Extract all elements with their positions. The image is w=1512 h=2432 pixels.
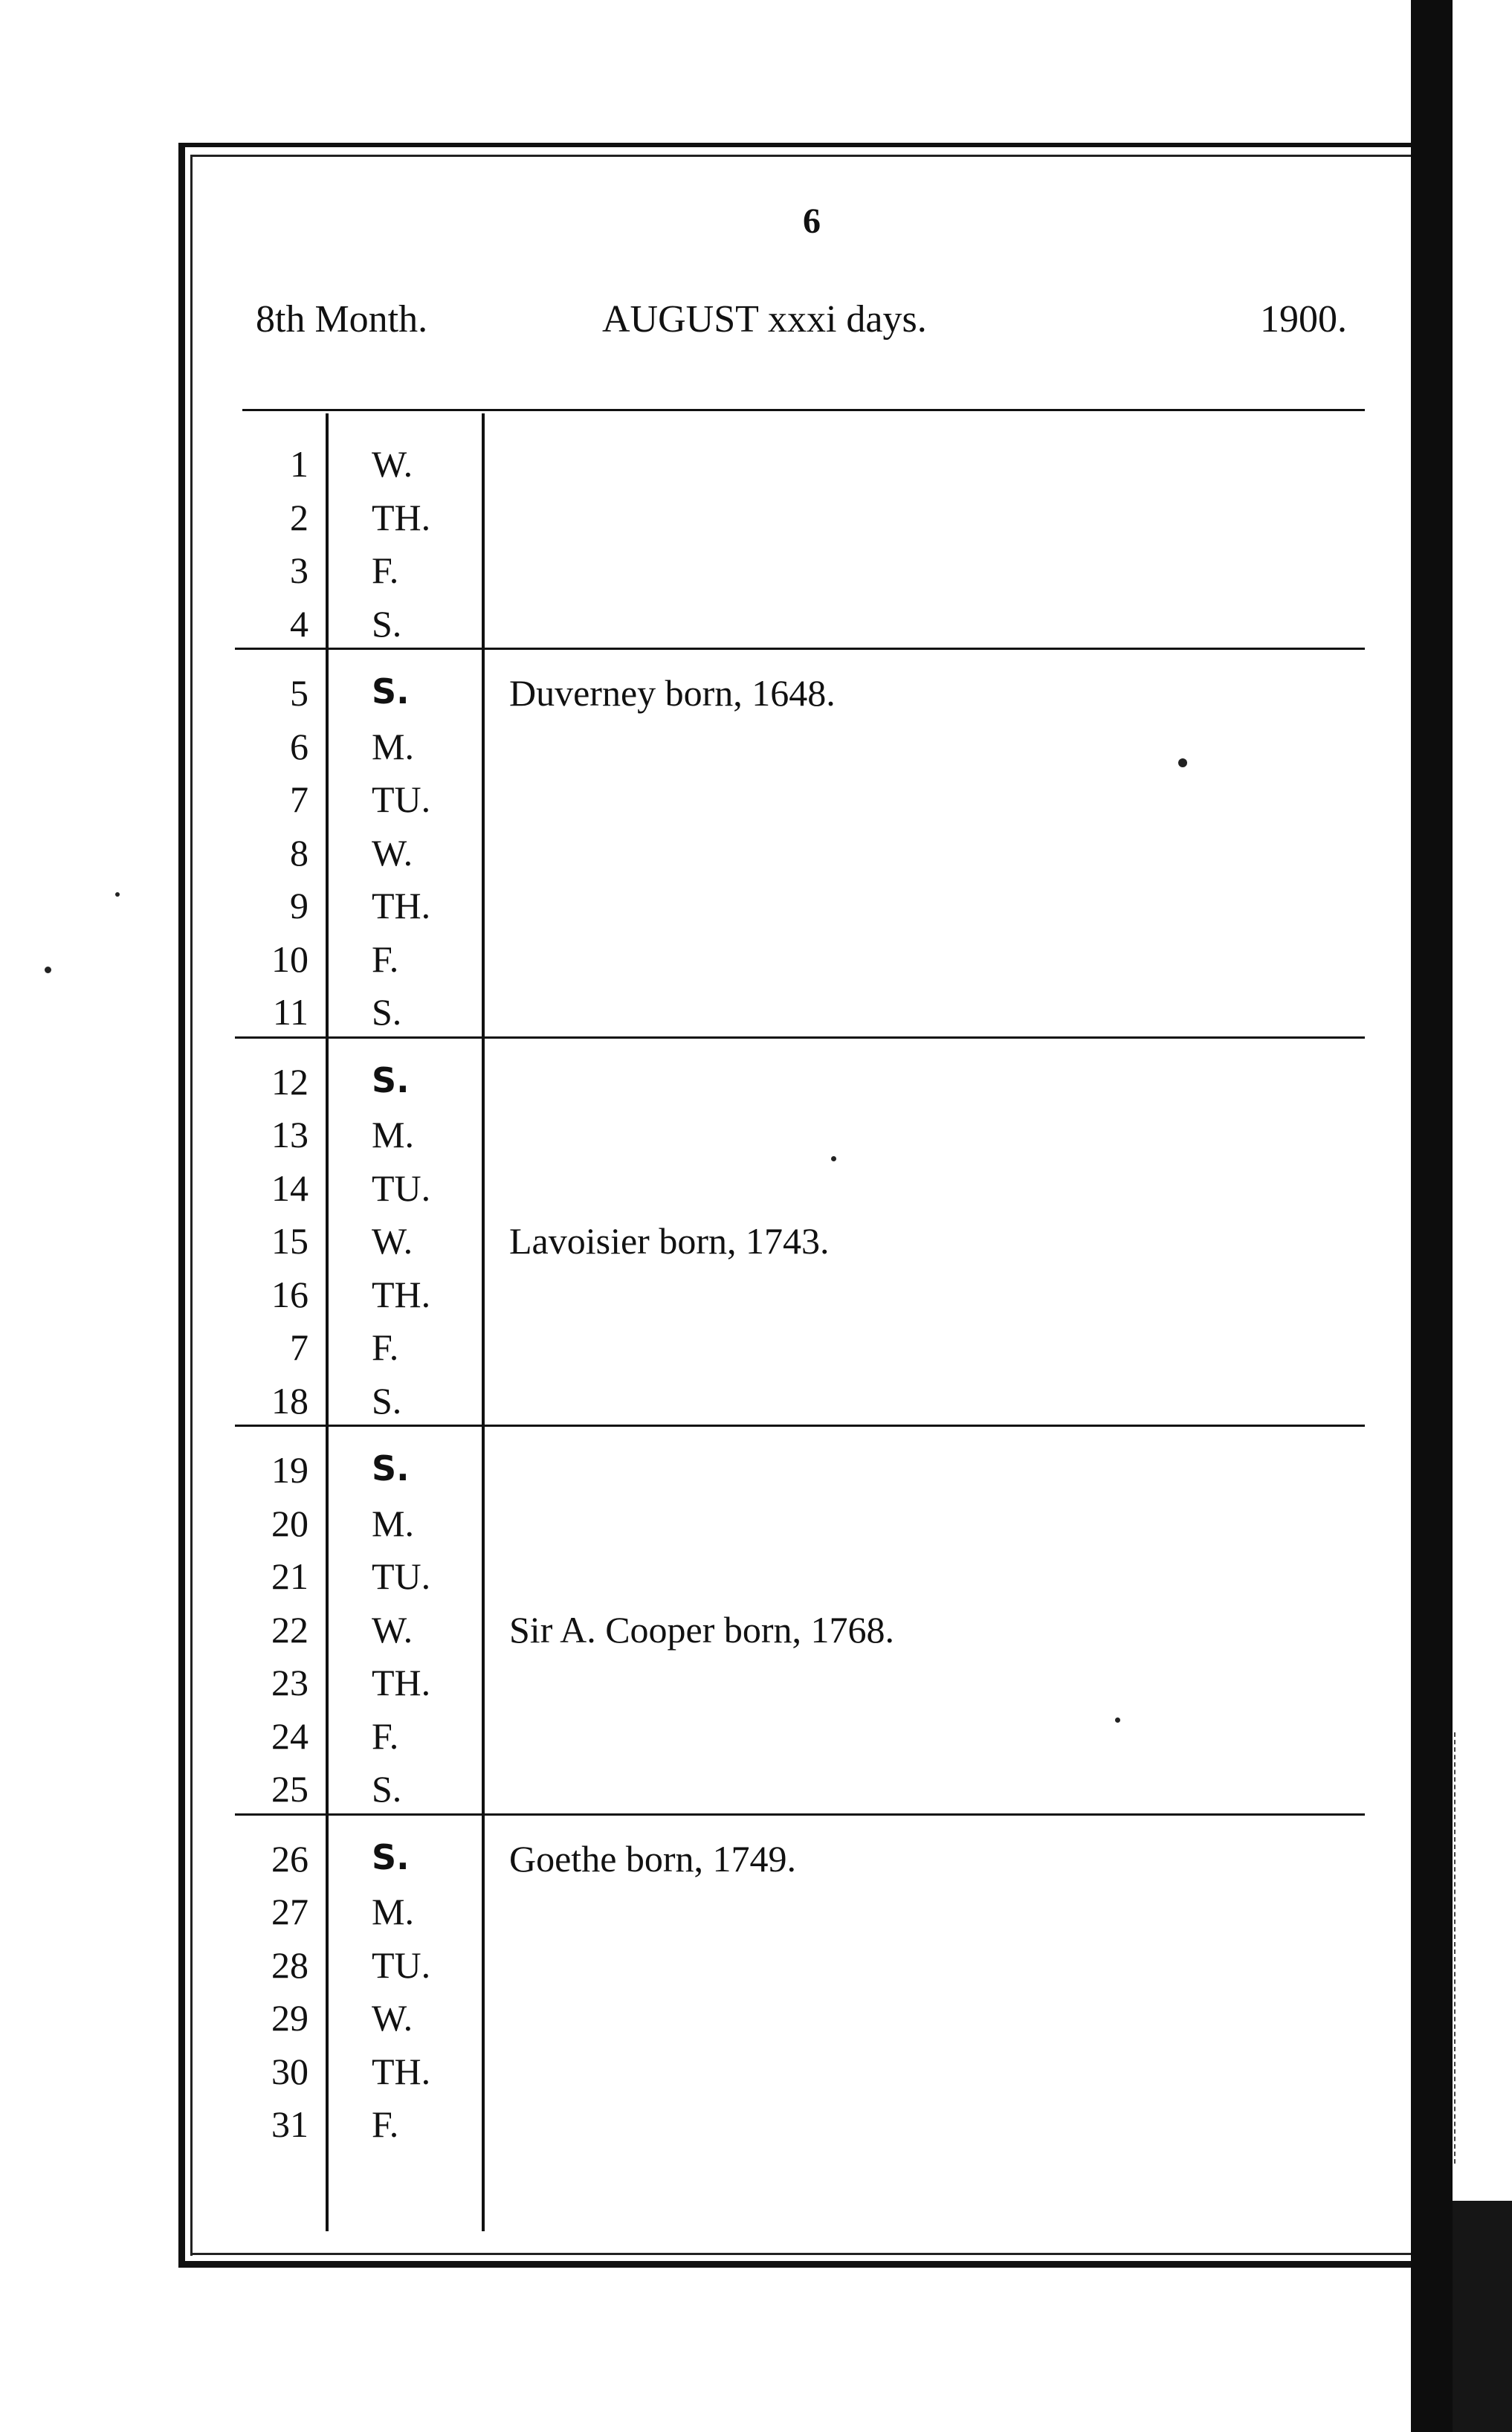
weekday-label: S. bbox=[372, 1768, 402, 1810]
day-number: 29 bbox=[271, 1997, 308, 2039]
day-number: 1 bbox=[290, 443, 308, 485]
day-number: 15 bbox=[271, 1220, 308, 1262]
weekday-label: W. bbox=[372, 831, 413, 874]
weekday-label: TU. bbox=[372, 1167, 431, 1209]
page-border bbox=[178, 143, 1435, 2268]
weekday-label: M. bbox=[372, 1502, 414, 1544]
day-number: 8 bbox=[290, 831, 308, 874]
ink-speck bbox=[1178, 758, 1187, 767]
book-edge-shadow bbox=[1453, 2201, 1512, 2432]
page-number: 6 bbox=[803, 201, 821, 241]
ink-speck bbox=[1115, 1717, 1120, 1723]
weekday-label: W. bbox=[372, 1608, 413, 1651]
day-number: 30 bbox=[271, 2050, 308, 2092]
weekday-label: TH. bbox=[372, 1662, 431, 1703]
weekday-label: F. bbox=[372, 938, 399, 980]
adjacent-page-edge bbox=[1454, 1732, 1512, 2164]
event-note: Duverney born, 1648. bbox=[509, 672, 836, 714]
weekday-label: W. bbox=[372, 1997, 413, 2039]
week-separator-rule bbox=[235, 648, 1365, 650]
day-number: 18 bbox=[271, 1379, 308, 1422]
weekday-label: F. bbox=[372, 549, 399, 591]
book-spine-shadow bbox=[1411, 0, 1453, 2432]
day-number: 25 bbox=[271, 1768, 308, 1810]
day-number: 11 bbox=[272, 991, 308, 1033]
weekday-label: M. bbox=[372, 1891, 414, 1932]
inner-border-top bbox=[190, 155, 1424, 157]
year-label: 1900. bbox=[1260, 298, 1347, 341]
weekday-label: TH. bbox=[372, 885, 431, 926]
weekday-label: S. bbox=[372, 1836, 410, 1877]
weekday-label: M. bbox=[372, 725, 414, 767]
weekday-label: F. bbox=[372, 1326, 399, 1368]
weekday-label: F. bbox=[372, 2103, 399, 2145]
day-number: 22 bbox=[271, 1608, 308, 1651]
event-note: Lavoisier born, 1743. bbox=[509, 1220, 830, 1262]
weekday-label: TH. bbox=[372, 1273, 431, 1315]
day-number: 21 bbox=[271, 1555, 308, 1597]
day-number: 5 bbox=[290, 672, 308, 714]
weekday-label: W. bbox=[372, 1220, 413, 1262]
weekday-label: S. bbox=[372, 1448, 410, 1488]
day-number: 7 bbox=[290, 778, 308, 820]
day-number: 2 bbox=[290, 496, 308, 538]
weekday-label: S. bbox=[372, 602, 402, 645]
day-number: 31 bbox=[271, 2103, 308, 2145]
day-number: 23 bbox=[271, 1662, 308, 1703]
weekday-label: F. bbox=[372, 1715, 399, 1757]
day-number: 4 bbox=[290, 602, 308, 645]
day-number: 20 bbox=[271, 1502, 308, 1544]
header-rule bbox=[242, 409, 1365, 411]
ink-speck bbox=[45, 967, 51, 973]
day-number: 14 bbox=[271, 1167, 308, 1209]
day-number: 16 bbox=[271, 1273, 308, 1315]
weekday-label: S. bbox=[372, 1379, 402, 1422]
day-number: 6 bbox=[290, 725, 308, 767]
month-title: AUGUST xxxi days. bbox=[602, 298, 927, 341]
day-number: 10 bbox=[271, 938, 308, 980]
month-label: 8th Month. bbox=[256, 298, 428, 341]
weekday-label: TH. bbox=[372, 2050, 431, 2092]
column-divider-days bbox=[326, 413, 329, 2231]
day-number: 13 bbox=[271, 1114, 308, 1155]
day-number: 28 bbox=[271, 1944, 308, 1986]
week-separator-rule bbox=[235, 1036, 1365, 1039]
day-number: 7 bbox=[290, 1326, 308, 1368]
week-separator-rule bbox=[235, 1425, 1365, 1427]
weekday-label: W. bbox=[372, 443, 413, 485]
day-number: 12 bbox=[271, 1060, 308, 1103]
weekday-label: TH. bbox=[372, 496, 431, 538]
ink-speck bbox=[115, 892, 120, 897]
weekday-label: M. bbox=[372, 1114, 414, 1155]
day-number: 3 bbox=[290, 549, 308, 591]
weekday-label: TU. bbox=[372, 1555, 431, 1597]
weekday-label: S. bbox=[372, 671, 410, 712]
weekday-label: TU. bbox=[372, 778, 431, 820]
weekday-label: TU. bbox=[372, 1944, 431, 1986]
ink-speck bbox=[831, 1156, 836, 1161]
weekday-label: S. bbox=[372, 991, 402, 1033]
day-number: 19 bbox=[271, 1449, 308, 1491]
event-note: Sir A. Cooper born, 1768. bbox=[509, 1608, 895, 1651]
day-number: 27 bbox=[271, 1891, 308, 1932]
inner-border-bottom bbox=[190, 2253, 1439, 2255]
day-number: 26 bbox=[271, 1837, 308, 1880]
event-note: Goethe born, 1749. bbox=[509, 1837, 797, 1880]
inner-border-left bbox=[190, 155, 193, 2256]
weekday-label: S. bbox=[372, 1059, 410, 1100]
day-number: 24 bbox=[271, 1715, 308, 1757]
day-number: 9 bbox=[290, 885, 308, 926]
week-separator-rule bbox=[235, 1813, 1365, 1816]
